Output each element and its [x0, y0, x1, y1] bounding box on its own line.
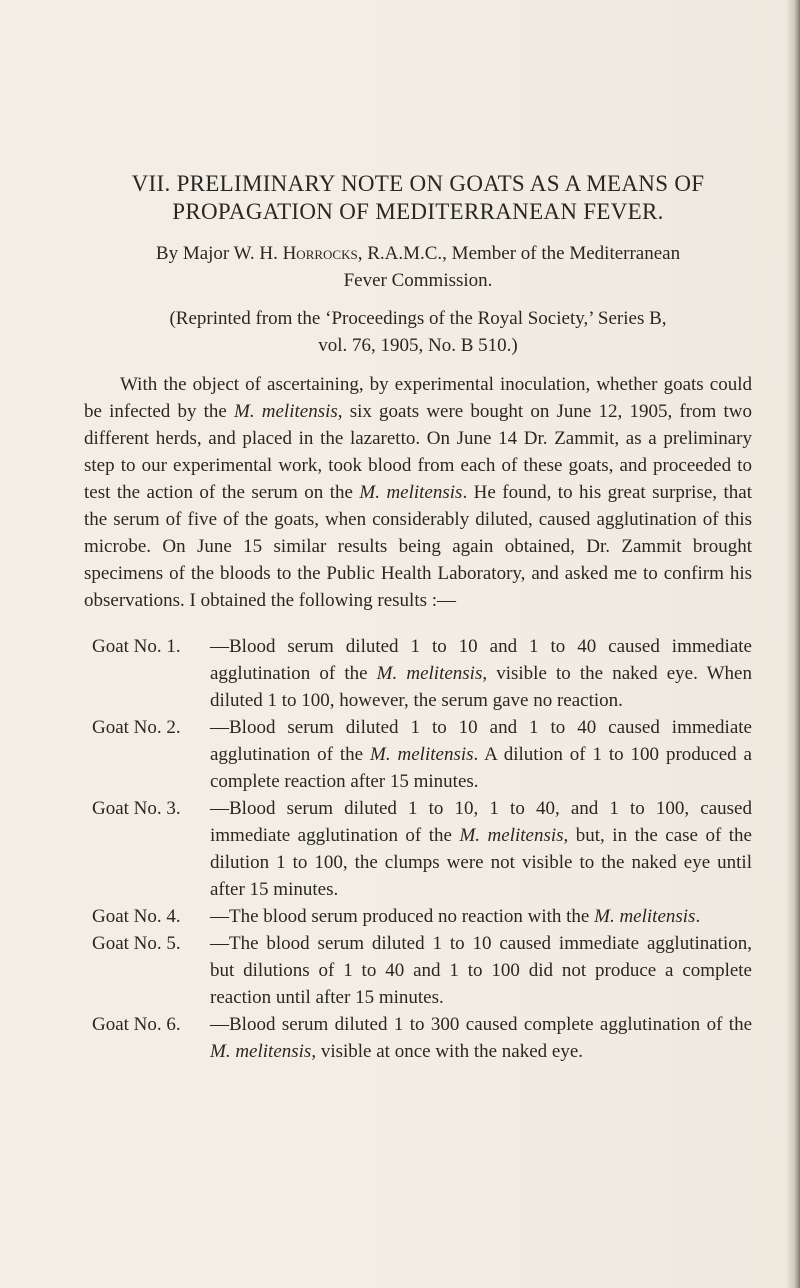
intro-part-1: With the object of ascertaining, by experimental inoculation, whether goats could be infected by the: [84, 374, 752, 422]
page-edge-shadow: [786, 0, 800, 1288]
byline-prefix: By Major W. H.: [155, 243, 283, 264]
goat-result-item: [84, 633, 752, 714]
intro-organism-1: M. melitensis: [234, 401, 338, 422]
goat-text: —The blood serum produced no reaction with the: [210, 906, 595, 927]
goat-text: —Blood serum diluted 1 to 300 caused complete agglutination of the: [210, 1014, 752, 1035]
goat-result-item: [84, 714, 752, 795]
goat-label: Goat No. 2.: [92, 717, 181, 738]
goat-label: Goat No. 4.: [92, 906, 181, 927]
byline-suffix: , R.A.M.C., Member of the Mediterranean: [357, 243, 681, 264]
intro-part-3: . He found, to his great surprise, that the serum of five of the goats, when considerably diluted, caused agglutination of this microbe. On June 15 similar results being again obtained, Dr. Zammit brought specimens of the bloods to the Public Health Laboratory, and asked me to confirm his observations. I obtained the following results :—: [84, 482, 752, 611]
goat-result-item: [84, 930, 752, 1011]
goat-text-end: , visible at once with the naked eye.: [311, 1041, 584, 1062]
article-title: [84, 170, 752, 226]
byline: [84, 240, 752, 294]
goat-label: Goat No. 3.: [92, 798, 181, 819]
goat-organism: M. melitensis: [370, 744, 474, 765]
goat-label: Goat No. 6.: [92, 1014, 181, 1035]
goat-label: Goat No. 1.: [92, 636, 181, 657]
goat-text: —Blood serum diluted 1 to 10 and 1 to 40 caused immediate agglutination of the: [210, 717, 752, 765]
reprint-line-2: vol. 76, 1905, No. B 510.): [318, 335, 518, 356]
goat-result-item: [84, 1011, 752, 1065]
goat-organism: M. melitensis: [594, 906, 696, 927]
goat-text: —The blood serum diluted 1 to 10 caused immediate agglutination, but dilutions of 1 to 40 and 1 to 100 did not produce a complete reaction until after 15 minutes.: [210, 933, 752, 1008]
goat-label: Goat No. 5.: [92, 933, 181, 954]
goat-result-item: [84, 903, 752, 930]
goat-organism: M. melitensis: [459, 825, 564, 846]
goat-text: —Blood serum diluted 1 to 10 and 1 to 40 caused immediate agglutination of the: [210, 636, 752, 684]
goat-text: —Blood serum diluted 1 to 10, 1 to 40, and 1 to 100, caused immediate agglutination of the: [210, 798, 752, 846]
reprint-line-1: (Reprinted from the ‘Proceedings of the Royal Society,’ Series B,: [169, 308, 667, 329]
byline-line-2: Fever Commission.: [343, 270, 493, 291]
goat-results-list: [84, 633, 752, 1065]
title-line-1: VII. PRELIMINARY NOTE ON GOATS AS A MEANS OF: [131, 171, 705, 196]
title-line-2: PROPAGATION OF MEDITERRANEAN FEVER.: [172, 199, 664, 224]
goat-organism: M. melitensis: [376, 663, 483, 684]
goat-text-end: . A dilution of 1 to 100 produced a complete reaction after 15 minutes.: [210, 744, 752, 792]
intro-part-2: , six goats were bought on June 12, 1905, from two different herds, and placed in the lazaretto. On June 14 Dr. Zammit, as a preliminary step to our experimental work, took blood from each of these goats, and proceeded to test the action of the serum on the: [84, 401, 752, 503]
goat-text-end: , but, in the case of the dilution 1 to 100, the clumps were not visible to the naked eye until after 15 minutes.: [210, 825, 752, 900]
article: [84, 170, 752, 1065]
reprint-note: [84, 305, 752, 359]
goat-text-end: , visible to the naked eye. When diluted 1 to 100, however, the serum gave no reaction.: [210, 663, 752, 711]
goat-organism: M. melitensis: [210, 1041, 312, 1062]
intro-organism-2: M. melitensis: [359, 482, 463, 503]
goat-result-item: [84, 795, 752, 903]
intro-paragraph: [84, 371, 752, 614]
goat-text-end: .: [695, 906, 701, 927]
byline-author: Horrocks: [282, 243, 358, 264]
